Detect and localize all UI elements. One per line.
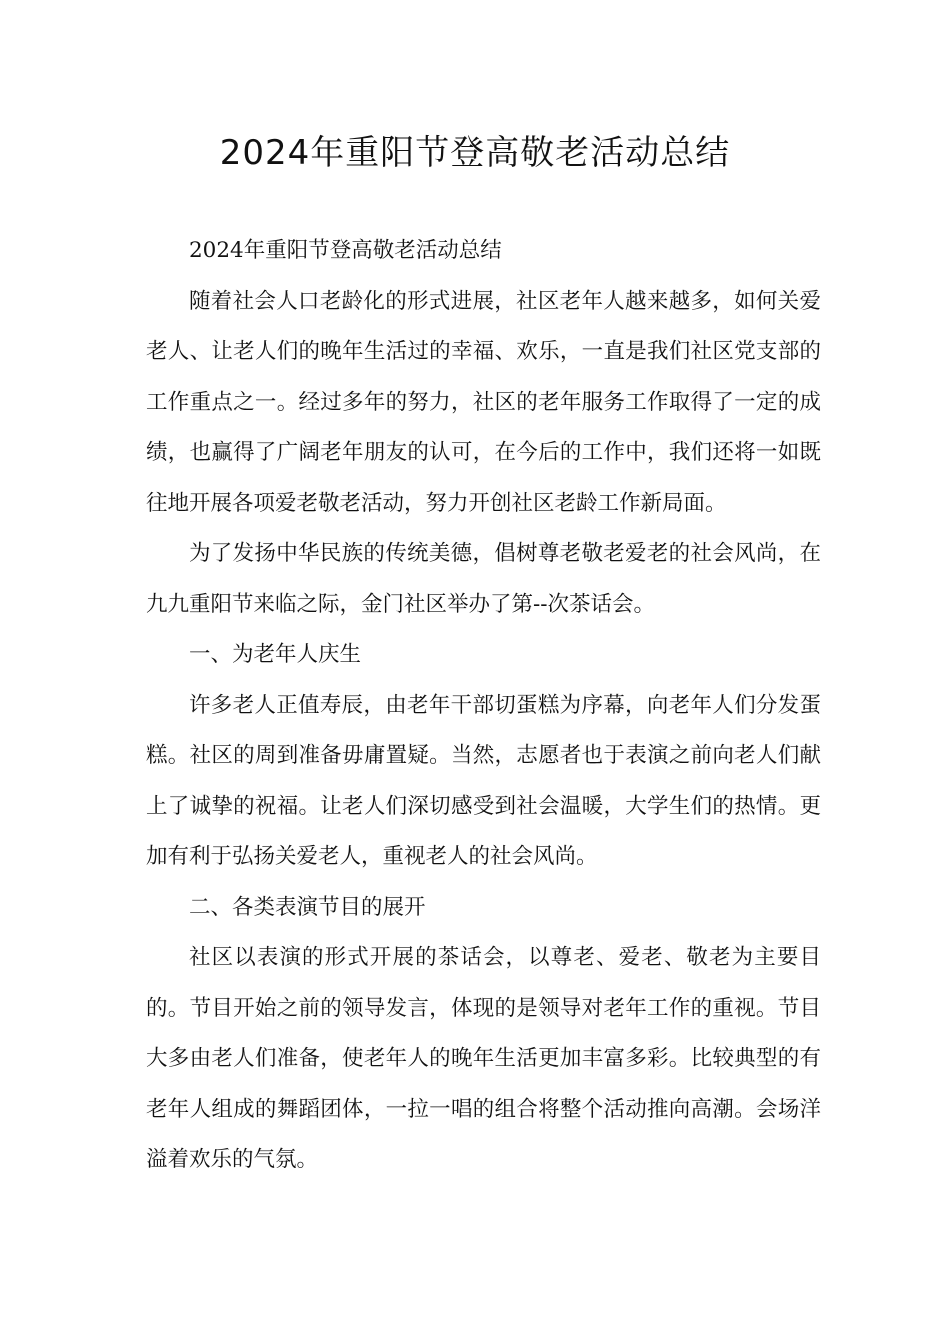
paragraph-birthday: 许多老人正值寿辰，由老年干部切蛋糕为序幕，向老年人们分发蛋糕。社区的周到准备毋庸置疑。当然，志愿者也于表演之前向老人们献上了诚挚的祝福。让老人们深切感受到社会温暖，大学生们的热情。更加有利于弘扬关爱老人，重视老人的社会风尚。 [146, 692, 821, 869]
paragraph-subtitle: 2024年重阳节登高敬老活动总结 [189, 238, 502, 263]
section-heading-birthday: 一、为老年人庆生 [189, 642, 362, 667]
paragraph-purpose: 为了发扬中华民族的传统美德，倡树尊老敬老爱老的社会风尚，在九九重阳节来临之际，金门社区举办了第--次茶话会。 [146, 541, 821, 617]
paragraph-performances: 社区以表演的形式开展的茶话会，以尊老、爱老、敬老为主要目的。节目开始之前的领导发言，体现的是领导对老年工作的重视。节目大多由老人们准备，使老年人的晚年生活更加丰富多彩。比较典型的有老年人组成的舞蹈团体，一拉一唱的组合将整个活动推向高潮。会场洋溢着欢乐的气氛。 [146, 945, 821, 1172]
paragraph-intro: 随着社会人口老龄化的形式进展，社区老年人越来越多，如何关爱老人、让老人们的晚年生活过的幸福、欢乐，一直是我们社区党支部的工作重点之一。经过多年的努力，社区的老年服务工作取得了一定的成绩，也赢得了广阔老年朋友的认可，在今后的工作中，我们还将一如既往地开展各项爱老敬老活动，努力开创社区老龄工作新局面。 [146, 288, 821, 516]
document-body [146, 226, 821, 1186]
document-title: 2024年重阳节登高敬老活动总结 [219, 133, 731, 173]
section-heading-performances: 二、各类表演节目的展开 [189, 894, 426, 920]
